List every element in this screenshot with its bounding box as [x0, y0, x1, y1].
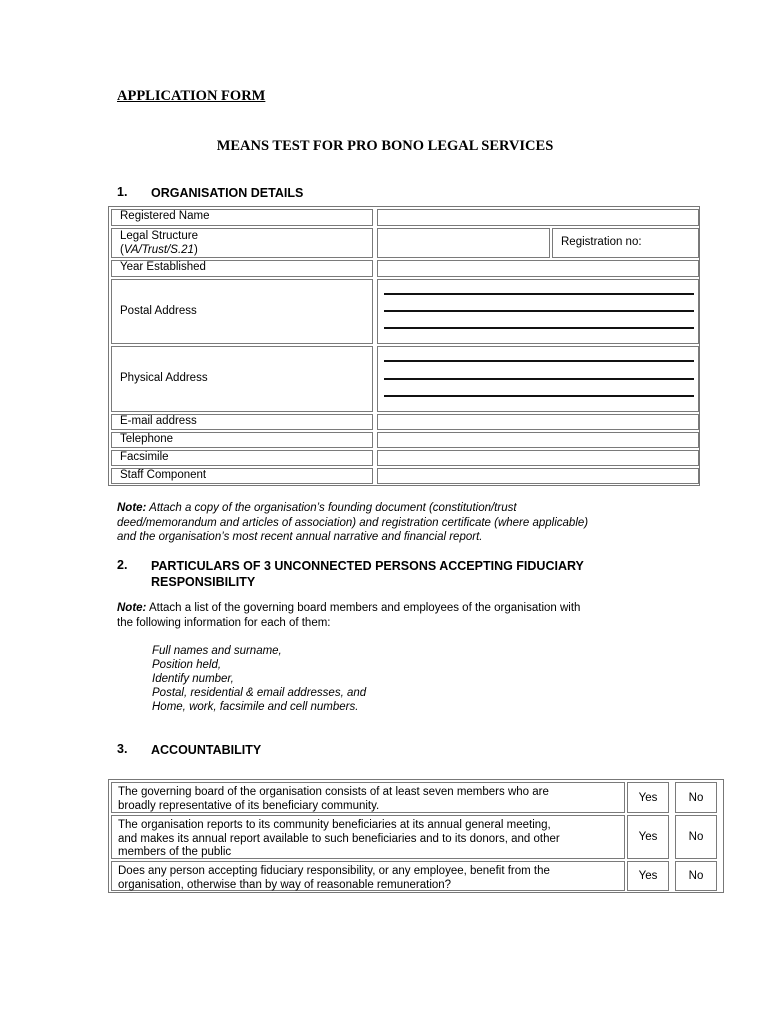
staff-component-field[interactable]: [377, 468, 699, 484]
question-1-no-option[interactable]: No: [675, 782, 717, 813]
postal-address-line-2: [384, 310, 694, 312]
note-label: Note:: [117, 502, 147, 514]
postal-address-text: Postal Address: [120, 304, 197, 317]
facsimile-field[interactable]: [377, 450, 699, 466]
paren-open: (: [120, 243, 124, 256]
legal-structure-label: [111, 228, 373, 258]
section-2-number: 2.: [117, 558, 128, 572]
question-2-no-option[interactable]: No: [675, 815, 717, 859]
physical-address-field[interactable]: [377, 346, 699, 412]
legal-structure-field[interactable]: [377, 228, 550, 258]
facsimile-text: Facsimile: [120, 451, 169, 463]
year-established-label: [111, 260, 373, 277]
physical-address-label: [111, 346, 373, 412]
required-info-list: [152, 644, 652, 714]
question-1-line-2: broadly representative of its beneficiary community.: [118, 799, 380, 812]
section-1-title: ORGANISATION DETAILS: [151, 186, 304, 200]
section-3-title: ACCOUNTABILITY: [151, 743, 262, 757]
application-form-title: APPLICATION FORM: [117, 88, 266, 104]
physical-address-line-3: [384, 395, 694, 397]
organisation-details-table: [108, 206, 700, 486]
means-test-title: MEANS TEST FOR PRO BONO LEGAL SERVICES: [216, 138, 554, 154]
telephone-label: [111, 432, 373, 448]
info-item: Home, work, facsimile and cell numbers.: [152, 701, 359, 713]
postal-address-field[interactable]: [377, 279, 699, 344]
info-item: Postal, residential & email addresses, and: [152, 687, 367, 699]
question-3-line-1: Does any person accepting fiduciary responsibility, or any employee, benefit from the: [118, 865, 550, 877]
email-address-field[interactable]: [377, 414, 699, 430]
physical-address-line-2: [384, 378, 694, 380]
postal-address-line-1: [384, 293, 694, 295]
question-2-line-3: members of the public: [118, 846, 232, 858]
email-address-label: [111, 414, 373, 430]
note-line-1: Attach a copy of the organisation’s founding document (constitution/trust: [149, 502, 517, 514]
question-3-line-2: organisation, otherwise than by way of reasonable remuneration?: [118, 878, 452, 891]
note-2-line-2: the following information for each of them:: [117, 617, 331, 629]
note-label-2: Note:: [117, 602, 147, 614]
note-line-2: deed/memorandum and articles of association) and registration certificate (where applicable): [117, 516, 589, 529]
staff-component-label: [111, 468, 373, 484]
year-established-field[interactable]: [377, 260, 699, 277]
registered-name-label: [111, 209, 373, 226]
email-address-text: E-mail address: [120, 415, 197, 427]
registered-name-field[interactable]: [377, 209, 699, 226]
accountability-table: [108, 779, 724, 893]
question-2-yes-option[interactable]: Yes: [627, 815, 669, 859]
legal-structure-text: Legal Structure: [120, 230, 198, 242]
section-2-note: [117, 601, 717, 631]
accountability-question-1: [111, 782, 625, 813]
section-2-title-line-2: RESPONSIBILITY: [151, 575, 256, 589]
info-item: Full names and surname,: [152, 645, 282, 657]
question-3-no-option[interactable]: No: [675, 861, 717, 891]
telephone-text: Telephone: [120, 433, 174, 445]
legal-structure-options-text: VA/Trust/S.21: [123, 243, 194, 256]
question-2-line-1: The organisation reports to its community beneficiaries at its annual general meeting,: [118, 819, 551, 831]
physical-address-text: Physical Address: [120, 372, 208, 385]
question-3-yes-option[interactable]: Yes: [627, 861, 669, 891]
question-1-yes-option[interactable]: Yes: [627, 782, 669, 813]
info-item: Identify number,: [152, 673, 234, 685]
section-1-number: 1.: [117, 185, 128, 199]
section-2-title-line-1: PARTICULARS OF 3 UNCONNECTED PERSONS ACCEPTING FIDUCIARY: [151, 559, 584, 573]
legal-structure-options: [120, 244, 372, 258]
accountability-question-2: [111, 815, 625, 859]
note-line-3: and the organisation’s most recent annual narrative and financial report.: [117, 531, 483, 543]
section-3-number: 3.: [117, 742, 128, 756]
postal-address-line-3: [384, 327, 694, 329]
physical-address-line-1: [384, 360, 694, 362]
question-1-line-1: The governing board of the organisation consists of at least seven members who are: [118, 786, 549, 798]
paren-close: ): [193, 243, 198, 256]
registration-no-label: Registration no:: [561, 236, 642, 248]
accountability-question-3: [111, 861, 625, 891]
facsimile-label: [111, 450, 373, 466]
year-established-text: Year Established: [120, 261, 206, 273]
postal-address-label: [111, 279, 373, 344]
question-2-line-2: and makes its annual report available to such beneficiaries and to its donors, and other: [118, 832, 560, 845]
registration-no-field[interactable]: [552, 228, 699, 258]
section-1-note: [117, 501, 717, 545]
section-2-title: [151, 558, 711, 590]
page-title: [0, 138, 770, 155]
staff-component-text: Staff Component: [120, 469, 207, 481]
telephone-field[interactable]: [377, 432, 699, 448]
note-2-line-1: Attach a list of the governing board members and employees of the organisation with: [148, 602, 581, 614]
registered-name-text: Registered Name: [120, 210, 210, 222]
info-item: Position held,: [152, 659, 222, 671]
